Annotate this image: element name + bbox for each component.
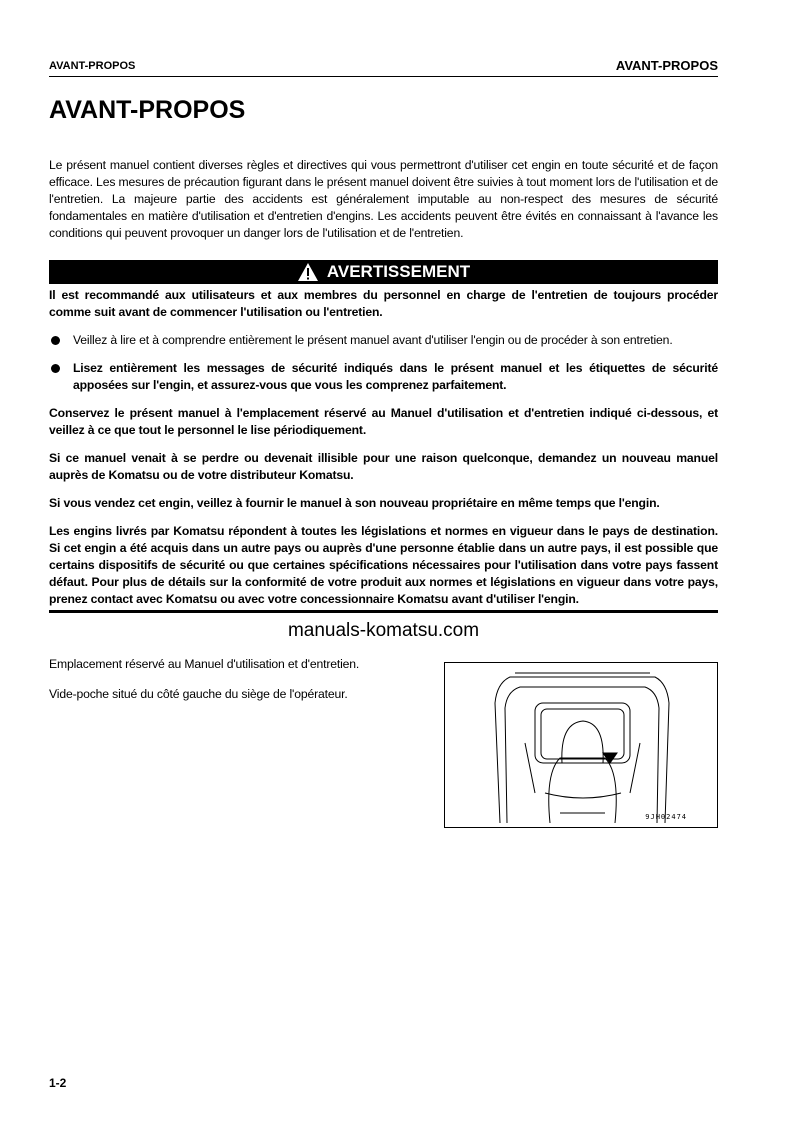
location-detail: Vide-poche situé du côté gauche du siège de l'opérateur.	[49, 687, 348, 701]
header-left: AVANT-PROPOS	[49, 60, 136, 72]
warning-paragraph: Si ce manuel venait à se perdre ou devenait illisible pour une raison quelconque, demandez un nouveau manuel auprès de Komatsu ou de votre distributeur Komatsu.	[49, 451, 718, 482]
page-number: 1-2	[49, 1076, 67, 1090]
warning-paragraph: Conservez le présent manuel à l'emplacement réservé au Manuel d'utilisation et d'entretien indiqué ci-dessous, et veillez à ce que tout le personnel le lise périodiquement.	[49, 406, 718, 437]
warning-paragraph: Si vous vendez cet engin, veillez à fournir le manuel à son nouveau propriétaire en même temps que l'engin.	[49, 496, 660, 510]
location-text-block	[49, 657, 359, 702]
warning-triangle-icon	[297, 262, 319, 282]
page-body	[49, 157, 718, 828]
bullet-text: Veillez à lire et à comprendre entièrement le présent manuel avant d'utiliser l'engin ou de procéder à son entretien.	[73, 333, 673, 347]
warning-lead: Il est recommandé aux utilisateurs et aux membres du personnel en charge de l'entretien de toujours procéder comme suit avant de commencer l'utilisation ou l'entretien.	[49, 288, 718, 319]
warning-paragraph: Les engins livrés par Komatsu répondent à toutes les législations et normes en vigueur dans le pays de destination. Si cet engin a été acquis dans un autre pays ou auprès d'une personne établie dans un autre pays, il est possible que certains dispositifs de sécurité ou que certaines spécifications nécessaires pour l'utilisation dans votre pays fassent défaut. Pour plus de détails sur la conformité de votre produit aux normes et législations en vigueur dans votre pays, prenez contact avec Komatsu ou avec votre concessionnaire Komatsu avant d'utiliser l'engin.	[49, 524, 718, 606]
warning-label: AVERTISSEMENT	[326, 262, 471, 281]
warning-banner	[49, 260, 718, 284]
header-right: AVANT-PROPOS	[615, 58, 718, 73]
watermark: manuals-komatsu.com	[287, 620, 480, 641]
bullet-icon	[51, 364, 60, 373]
cab-illustration	[444, 662, 718, 828]
bullet-item	[49, 360, 718, 394]
page-title: AVANT-PROPOS	[49, 96, 246, 124]
bullet-text: Lisez entièrement les messages de sécurité indiqués dans le présent manuel et les étiquettes de sécurité apposées sur l'engin, et assurez-vous que vous les comprenez parfaitement.	[73, 361, 718, 392]
location-text: Emplacement réservé au Manuel d'utilisation et d'entretien.	[49, 657, 360, 671]
intro-paragraph: Le présent manuel contient diverses règles et directives qui vous permettront d'utiliser cet engin en toute sécurité et de façon efficace. Les mesures de précaution figurant dans le présent manuel doivent être suivies à tout moment lors de l'utilisation et de l'entretien. La majeure partie des accidents est généralement imputable au non-respect des mesures de sécurité fondamentales en matière d'utilisation et d'entretien d'engins. Les accidents peuvent être évités en connaissant à l'avance les conditions qui peuvent provoquer un danger lors de l'utilisation et de l'entretien.	[49, 158, 718, 240]
figure-id: 9JH02474	[645, 813, 687, 821]
bullet-item	[49, 332, 718, 349]
warning-end-rule	[49, 610, 718, 613]
cab-seat-drawing	[445, 663, 719, 829]
running-header	[49, 59, 718, 77]
bullet-icon	[51, 336, 60, 345]
location-section	[49, 657, 718, 828]
